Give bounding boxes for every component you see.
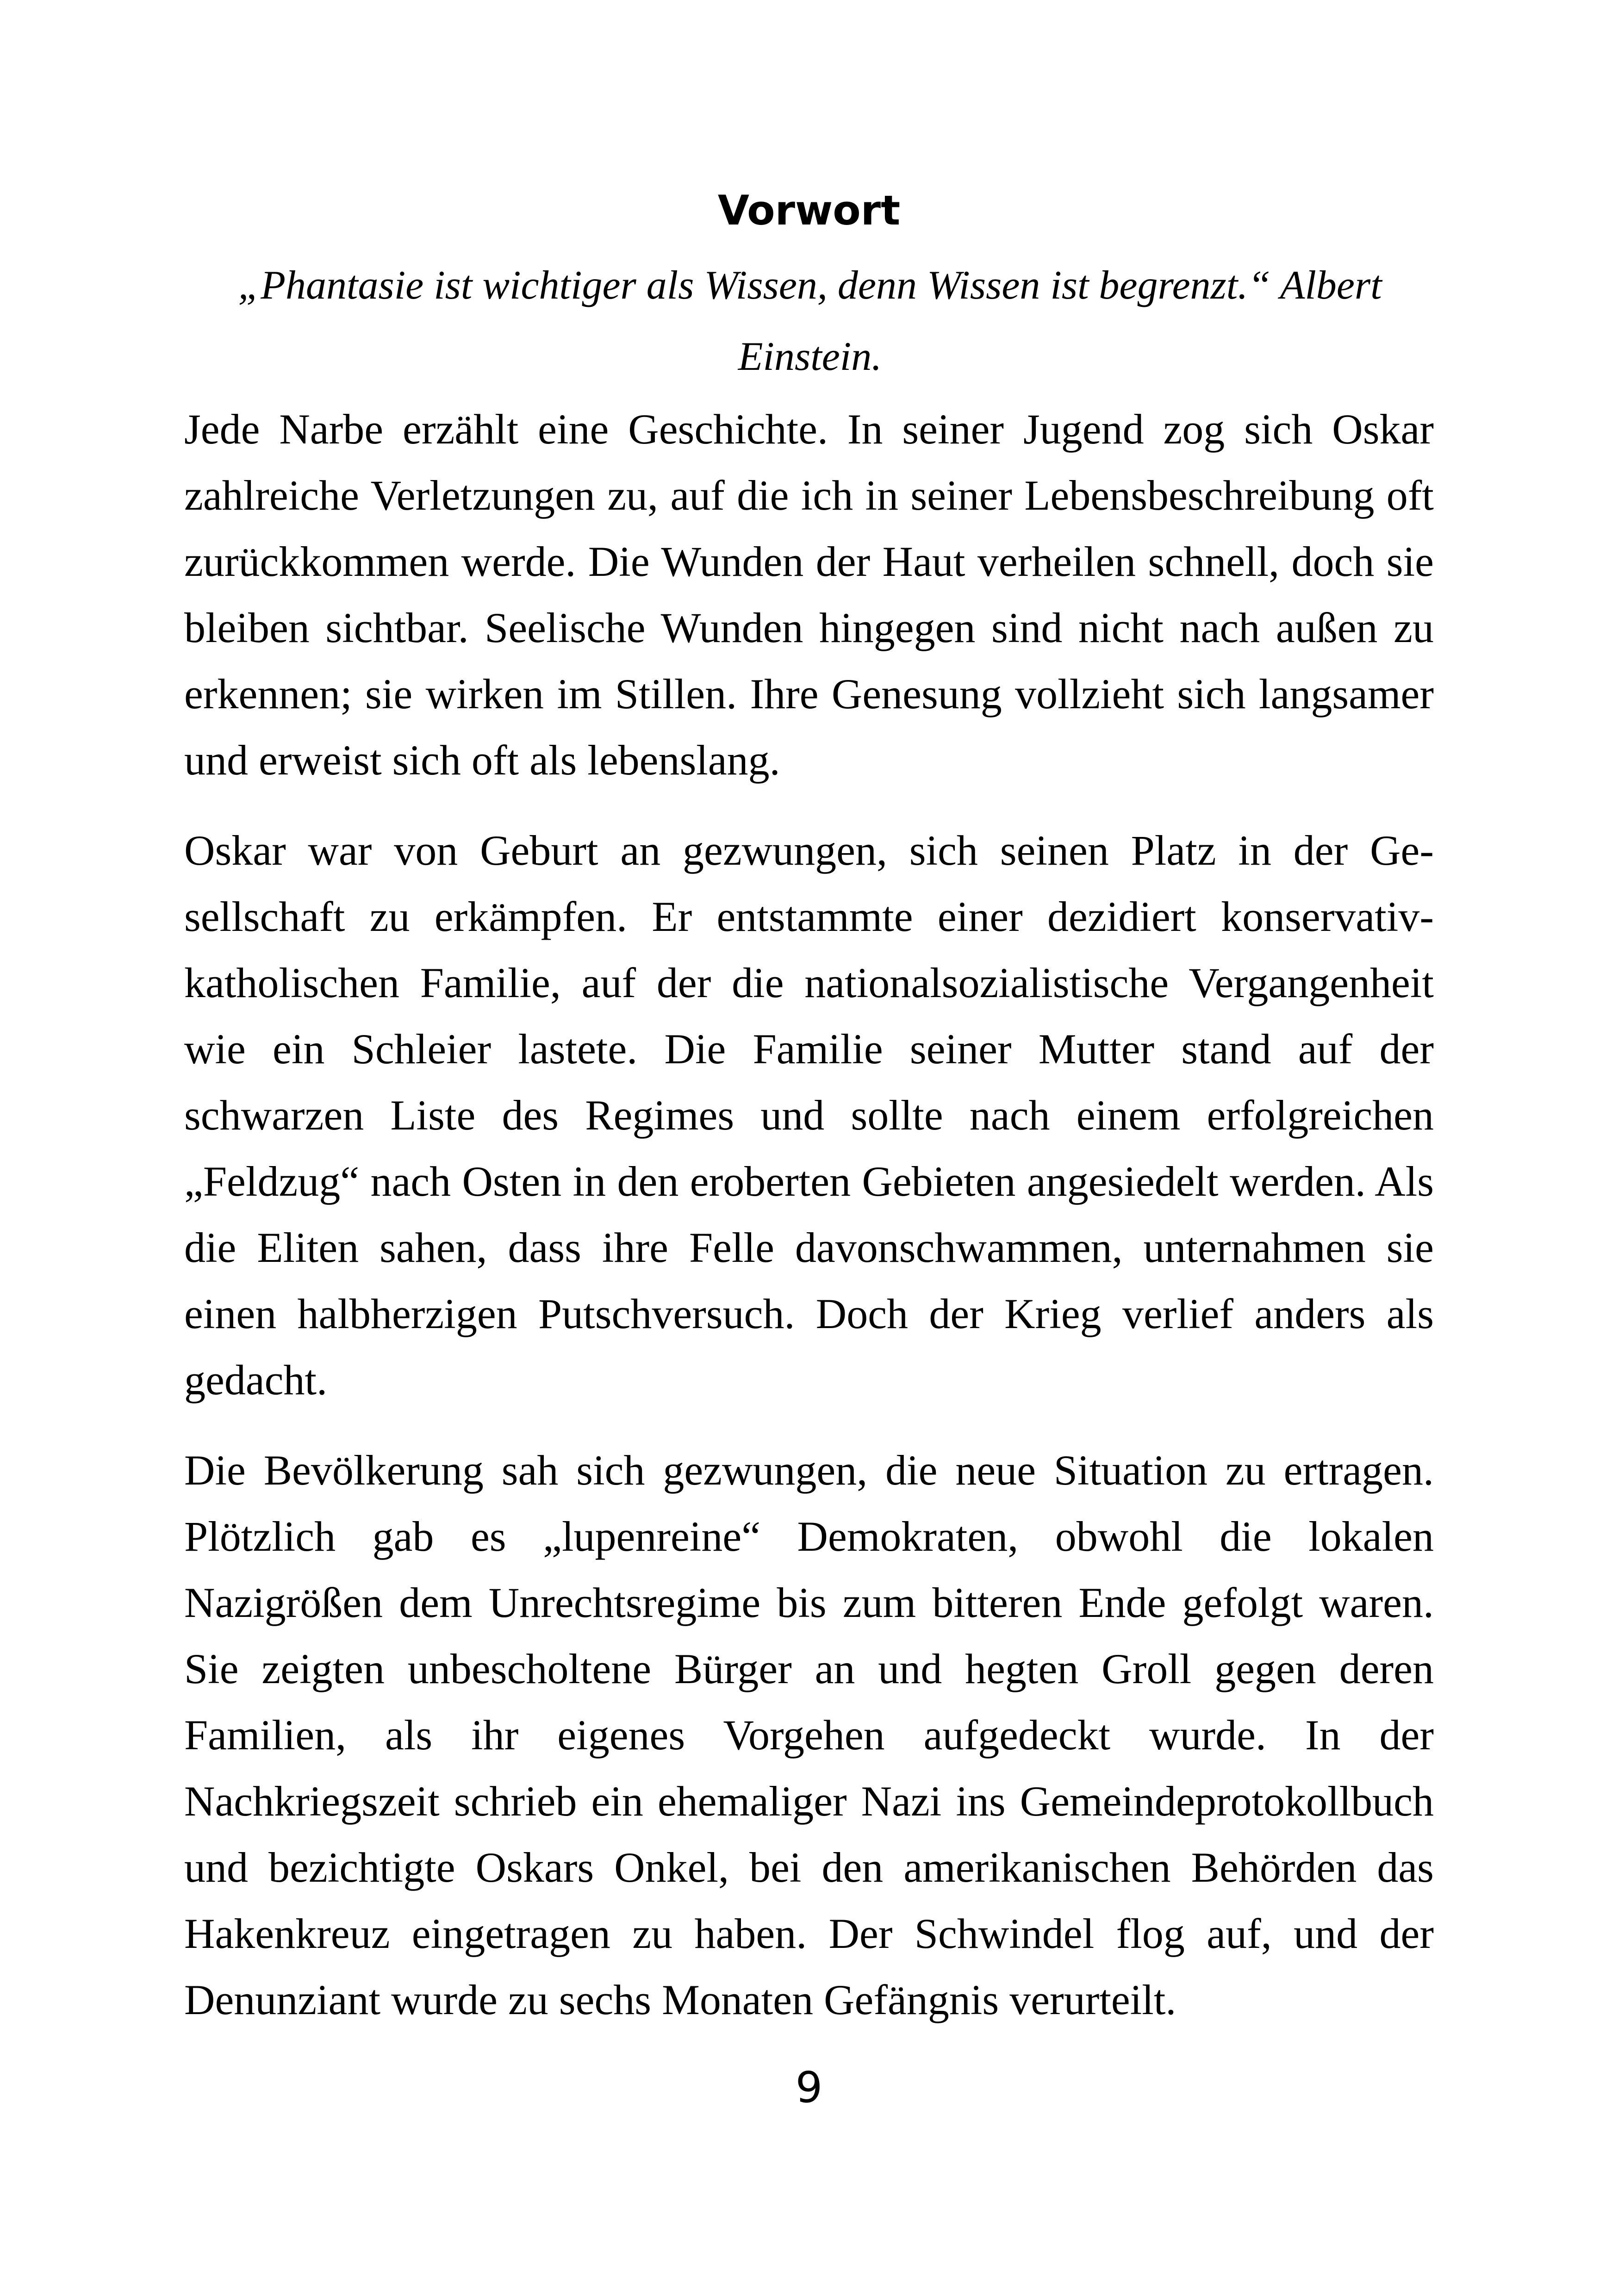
body-text	[184, 396, 1434, 2057]
paragraph-2: Oskar war von Geburt an gezwungen, sich seinen Platz in der Gesellschaft zu erkämpfen. Er entstammte einer dezidiert konservativ-katholischen Familie, auf der die nationalsozialistische Vergangenheit wie ein Schleier lastete. Die Familie seiner Mutter stand auf der schwarzen Liste des Regimes und sollte nach einem erfolgreichen „Feldzug“ nach Osten in den eroberten Gebieten angesiedelt werden. Als die Eliten sahen, dass ihre Felle davonschwammen, unternahmen sie einen halbherzigen Putschversuch. Doch der Krieg verlief anders als gedacht.	[184, 827, 1434, 1404]
paragraph-1: Jede Narbe erzählt eine Geschichte. In seiner Jugend zog sich Oskar zahlreiche Verletzungen zu, auf die ich in seiner Lebensbeschreibung oft zurückkommen werde. Die Wunden der Haut verheilen schnell, doch sie bleiben sichtbar. Seelische Wunden hingegen sind nicht nach außen zu erkennen; sie wirken im Stillen. Ihre Genesung vollzieht sich langsamer und erweist sich oft als lebenslang.	[184, 406, 1434, 784]
page-number: 9	[795, 2063, 823, 2112]
chapter-heading: Vorwort	[717, 187, 901, 234]
paragraph-3: Die Bevölkerung sah sich gezwungen, die neue Situation zu ertragen. Plötzlich gab es „lupenreine“ Demokraten, obwohl die lokalen Nazigrößen dem Unrechtsregime bis zum bitteren Ende gefolgt waren. Sie zeigten unbescholtene Bürger an und hegten Groll gegen deren Familien, als ihr eigenes Vorgehen aufgedeckt wurde. In der Nachkriegszeit schrieb ein ehemaliger Nazi ins Gemeindeprotokollbuch und bezichtigte Oskars Onkel, bei den amerikanischen Behörden das Hakenkreuz eingetragen zu haben. Der Schwindel flog auf, und der Denunziant wurde zu sechs Monaten Gefängnis verurteilt.	[184, 1447, 1434, 2023]
epigraph-quote: „Phantasie ist wichtiger als Wissen, denn Wissen ist begrenzt.“ Albert Einstein.	[238, 263, 1382, 379]
